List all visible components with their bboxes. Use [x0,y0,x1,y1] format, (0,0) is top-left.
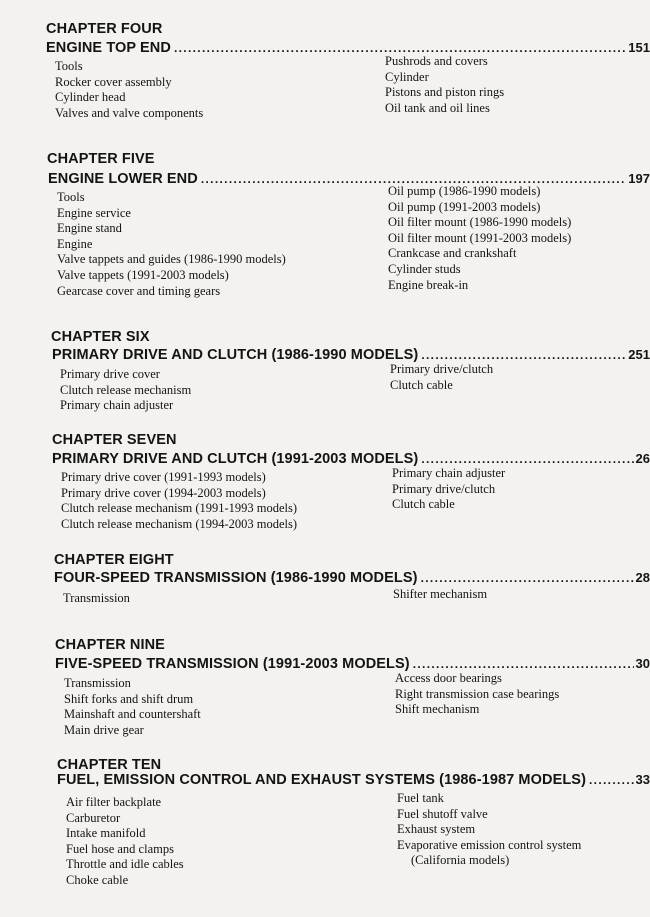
topic-list-left [57,190,286,299]
chapter-label: CHAPTER FOUR [46,21,163,37]
chapter-title-row [55,655,650,673]
list-item: Shift forks and shift drum [64,691,194,706]
list-item: Transmission [63,591,130,605]
topic-list-right [388,184,571,293]
list-item: Primary drive cover [60,367,160,381]
list-item: Exhaust system [397,822,476,837]
page-number: 197 [628,171,650,186]
list-item: Cylinder [385,69,429,84]
list-item: Valves and valve components [55,105,204,120]
list-item: Primary drive/clutch [392,481,496,496]
topic-list-right [393,587,487,603]
page-number: 28 [635,570,650,585]
chapter-title-row [52,450,650,468]
list-item: Gearcase cover and timing gears [57,283,221,298]
chapter-title: FOUR-SPEED TRANSMISSION (1986-1990 MODELS) [54,570,418,586]
list-item: Clutch cable [390,377,453,392]
list-item: Primary drive cover (1994-2003 models) [61,485,266,500]
list-item: Shifter mechanism [393,587,488,601]
list-item: Engine [57,236,93,251]
topic-list-right [392,466,505,513]
list-item: Oil pump (1986-1990 models) [388,184,541,198]
list-item: Fuel hose and clamps [66,841,174,856]
topic-list-right [395,671,559,718]
page-number: 30 [635,656,650,671]
list-item: (California models) [411,853,510,868]
list-item: Cylinder head [55,90,126,105]
chapter-title: ENGINE LOWER END [48,171,198,187]
list-item: Main drive gear [64,722,144,737]
list-item: Oil filter mount (1991-2003 models) [388,230,572,245]
list-item: Mainshaft and countershaft [64,707,201,722]
list-item: Engine break-in [388,277,469,292]
topic-list-left [64,676,201,738]
topic-list-right [390,362,493,393]
list-item: Right transmission case bearings [395,686,560,701]
list-item: Intake manifold [66,826,146,841]
list-item: Primary chain adjuster [60,398,174,413]
list-item: Throttle and idle cables [66,857,184,872]
page-number: 33 [635,772,650,787]
list-item: Evaporative emission control system [397,837,582,852]
chapter-title: PRIMARY DRIVE AND CLUTCH (1986-1990 MODELS) [52,347,419,363]
list-item: Primary chain adjuster [392,466,506,480]
list-item: Primary drive cover (1991-1993 models) [61,470,266,484]
chapter-title-row [54,569,650,587]
list-item: Oil filter mount (1986-1990 models) [388,215,572,230]
list-item: Crankcase and crankshaft [388,246,517,261]
list-item: Valve tappets and guides (1986-1990 models) [57,252,286,267]
list-item: Fuel shutoff valve [397,806,488,821]
list-item: Clutch release mechanism (1991-1993 models) [61,501,298,516]
list-item: Valve tappets (1991-2003 models) [57,267,229,282]
chapter-title: PRIMARY DRIVE AND CLUTCH (1991-2003 MODELS) [52,451,419,467]
chapter-title-row [57,771,650,789]
chapter-label: CHAPTER SEVEN [52,432,177,448]
page-number: 251 [628,347,650,362]
chapter-label: CHAPTER TEN [57,757,162,773]
list-item: Clutch cable [392,497,455,512]
list-item: Rocker cover assembly [55,74,172,89]
page-number: 151 [628,40,650,55]
list-item: Choke cable [66,872,129,887]
chapter-title: FUEL, EMISSION CONTROL AND EXHAUST SYSTEMS (1986-1987 MODELS) [57,772,586,788]
list-item: Clutch release mechanism [60,382,192,397]
chapter-title: ENGINE TOP END [46,40,171,56]
chapter-label: CHAPTER SIX [51,329,150,345]
list-item: Shift mechanism [395,702,480,717]
list-item: Pistons and piston rings [385,85,505,100]
list-item: Transmission [64,676,131,690]
list-item: Pushrods and covers [385,54,488,68]
chapter-title-row [46,39,650,57]
list-item: Oil tank and oil lines [385,100,490,115]
list-item: Engine stand [57,221,122,236]
chapter-title-row [52,346,650,364]
list-item: Tools [57,190,85,204]
topic-list-left [61,470,297,532]
topic-list-right [385,54,504,116]
list-item: Engine service [57,205,131,220]
list-item: Fuel tank [397,791,444,805]
topic-list-left [60,367,191,414]
chapter-label: CHAPTER FIVE [47,151,155,167]
chapter-label: CHAPTER EIGHT [54,552,174,568]
topic-list-left [63,591,130,607]
chapter-label: CHAPTER NINE [55,637,165,653]
dot-leader [589,772,634,789]
list-item: Carburetor [66,810,121,825]
list-item: Clutch release mechanism (1994-2003 models) [61,516,298,531]
list-item: Cylinder studs [388,261,461,276]
topic-list-left [66,795,184,889]
list-item: Access door bearings [395,671,502,685]
list-item: Primary drive/clutch [390,362,494,376]
chapter-title: FIVE-SPEED TRANSMISSION (1991-2003 MODELS) [55,656,410,672]
list-item: Tools [55,59,83,73]
topic-list-right [397,791,581,869]
list-item: Air filter backplate [66,795,162,809]
list-item: Oil pump (1991-2003 models) [388,199,541,214]
page-number: 26 [635,451,650,466]
topic-list-left [55,59,203,121]
dot-leader [421,570,634,587]
